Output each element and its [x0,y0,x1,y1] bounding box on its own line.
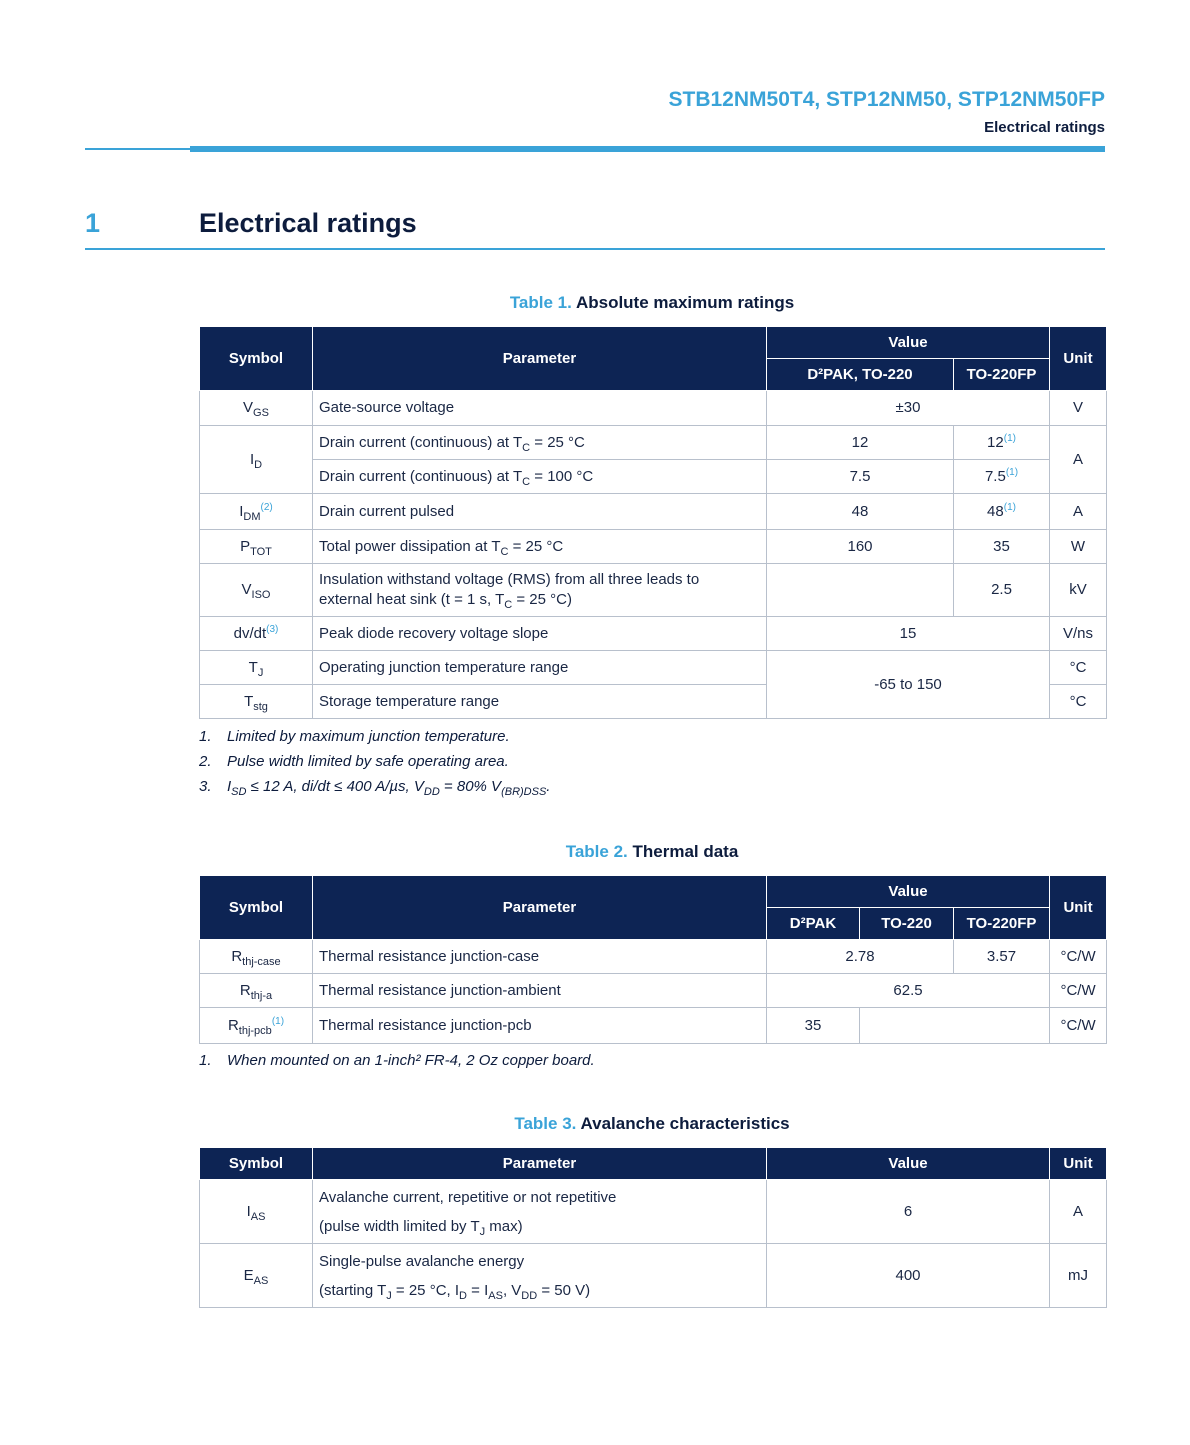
table3-header-symbol: Symbol [200,1148,313,1180]
parameter-cell: Single-pulse avalanche energy (starting $T_J = 25$ °C, $I_D = I_{AS}$, $V_{DD} = 50$ V) [313,1244,767,1308]
symbol-cell: dv/dt$^{(3)}$ [200,617,313,651]
table3-header-row [200,1148,1107,1180]
symbol-cell: $P_{TOT}$ [200,530,313,564]
table2-header-parameter: Parameter [313,876,767,940]
table2-caption-number: Table 2. [565,842,628,861]
table2-caption-text: Thermal data [632,842,739,861]
value-cell: 160 [767,530,954,564]
unit-cell: A [1050,1180,1107,1244]
table2-header-d2pak: D²PAK [767,908,860,940]
table2-header-row [200,876,1107,908]
unit-cell: V/ns [1050,617,1107,651]
table1-footnotes [199,728,550,803]
table3-caption-number: Table 3. [514,1114,577,1133]
symbol-cell: $V_{GS}$ [200,391,313,426]
symbol-cell: $R_{thj-pcb}^{(1)}$ [200,1008,313,1044]
table2-caption [199,842,1105,862]
table1-header-symbol: Symbol [200,327,313,391]
parameter-cell: Drain current (continuous) at $T_C = 100$ °C [313,460,767,494]
value-cell: ±30 [767,391,1050,426]
unit-cell: W [1050,530,1107,564]
table-row [200,1008,1107,1044]
table1-caption [199,293,1105,313]
value-cell: 15 [767,617,1050,651]
unit-cell: °C/W [1050,940,1107,974]
document-subtitle: Electrical ratings [984,119,1105,136]
table-row [200,974,1107,1008]
document-title: STB12NM50T4, STP12NM50, STP12NM50FP [668,88,1105,111]
thermal-data-table [199,875,1107,1044]
value-cell: 48$^{(1)}$ [954,494,1050,530]
table1-caption-text: Absolute maximum ratings [575,293,795,312]
section-number: 1 [85,208,101,238]
table1-header-row [200,327,1107,359]
footnote-ref[interactable]: (1) [271,1015,285,1027]
parameter-cell: Total power dissipation at $T_C = 25$ °C [313,530,767,564]
symbol-cell: $R_{thj-a}$ [200,974,313,1008]
unit-cell: °C/W [1050,974,1107,1008]
symbol-cell: $E_{AS}$ [200,1244,313,1308]
header-rule-thin [85,148,190,150]
value-cell: 48 [767,494,954,530]
symbol-cell: $R_{thj-case}$ [200,940,313,974]
table2-header-unit: Unit [1050,876,1107,940]
table-row [200,426,1107,460]
section-rule [85,248,1105,250]
table3-header-unit: Unit [1050,1148,1107,1180]
symbol-cell: $I_D$ [200,426,313,494]
table1-header-value: Value [767,327,1050,359]
parameter-cell: Gate-source voltage [313,391,767,426]
table1-header-parameter: Parameter [313,327,767,391]
table-row [200,460,1107,494]
table-row [200,1180,1107,1244]
footnote: 2. Pulse width limited by safe operating area. [199,753,509,770]
table1-header-d2pak-to220: D²PAK, TO-220 [767,359,954,391]
table1-header-unit: Unit [1050,327,1107,391]
table2-header-symbol: Symbol [200,876,313,940]
symbol-cell: $I_{DM}^{(2)}$ [200,494,313,530]
value-cell: 2.78 [767,940,954,974]
value-cell: 35 [767,1008,860,1044]
parameter-cell: Thermal resistance junction-pcb [313,1008,767,1044]
value-cell: 35 [954,530,1050,564]
footnote-ref[interactable]: (1) [1003,432,1016,444]
table3-header-parameter: Parameter [313,1148,767,1180]
unit-cell: °C [1050,651,1107,685]
symbol-cell: $I_{AS}$ [200,1180,313,1244]
absolute-maximum-ratings-table [199,326,1107,719]
table3-header-value: Value [767,1148,1050,1180]
parameter-cell: Drain current pulsed [313,494,767,530]
value-cell: 2.5 [954,564,1050,617]
unit-cell: °C [1050,685,1107,719]
footnote-ref[interactable]: (1) [1003,501,1016,513]
value-cell: 12 [767,426,954,460]
unit-cell: kV [1050,564,1107,617]
symbol-cell: $V_{ISO}$ [200,564,313,617]
unit-cell: °C/W [1050,1008,1107,1044]
unit-cell: A [1050,426,1107,494]
parameter-cell: Storage temperature range [313,685,767,719]
value-cell: -65 to 150 [767,651,1050,719]
footnote-ref[interactable]: (1) [1005,466,1019,478]
table2-header-value: Value [767,876,1050,908]
unit-cell: A [1050,494,1107,530]
footnote: 1. Limited by maximum junction temperature. [199,728,510,745]
parameter-cell: Thermal resistance junction-case [313,940,767,974]
unit-cell: V [1050,391,1107,426]
footnote: 1. When mounted on an 1-inch² FR-4, 2 Oz copper board. [199,1052,595,1069]
table-row [200,940,1107,974]
parameter-cell: Drain current (continuous) at $T_C = 25$ °C [313,426,767,460]
table-row [200,391,1107,426]
value-cell: 12$^{(1)}$ [954,426,1050,460]
parameter-cell: Avalanche current, repetitive or not repetitive (pulse width limited by $T_J$ max) [313,1180,767,1244]
value-cell-empty [860,1008,1050,1044]
parameter-cell: Operating junction temperature range [313,651,767,685]
value-cell: 6 [767,1180,1050,1244]
table3-caption-text: Avalanche characteristics [580,1114,790,1133]
table3-caption [199,1114,1105,1134]
section-title: Electrical ratings [199,208,417,238]
unit-cell: mJ [1050,1244,1107,1308]
parameter-cell: Peak diode recovery voltage slope [313,617,767,651]
value-cell [767,564,954,617]
symbol-cell: $T_{stg}$ [200,685,313,719]
table-row [200,564,1107,617]
table1-header-to220fp: TO-220FP [954,359,1050,391]
table2-footnotes [199,1052,595,1077]
value-cell: 3.57 [954,940,1050,974]
parameter-cell: Thermal resistance junction-ambient [313,974,767,1008]
footnote-ref[interactable]: (2) [260,501,273,513]
value-cell: 400 [767,1244,1050,1308]
value-cell: 7.5 [767,460,954,494]
table2-header-to220fp: TO-220FP [954,908,1050,940]
footnote: 3. $I_{SD} \le 12$ A, di/dt ≤ 400 A/µs, $V_{DD} = 80\%$ $V_{(BR)DSS}$. [199,778,551,798]
table-row [200,530,1107,564]
value-cell: 7.5$^{(1)}$ [954,460,1050,494]
table-row [200,1244,1107,1308]
footnote-ref[interactable]: (3) [266,623,279,635]
table2-header-to220: TO-220 [860,908,954,940]
table-row [200,617,1107,651]
header-rule-thick [190,146,1105,152]
table-row [200,494,1107,530]
table-row [200,651,1107,685]
avalanche-characteristics-table [199,1147,1107,1308]
table1-caption-number: Table 1. [509,293,572,312]
symbol-cell: $T_J$ [200,651,313,685]
parameter-cell: Insulation withstand voltage (RMS) from all three leads to external heat sink (t = 1 s, $T_C = 25$ °C) [313,564,767,617]
value-cell: 62.5 [767,974,1050,1008]
